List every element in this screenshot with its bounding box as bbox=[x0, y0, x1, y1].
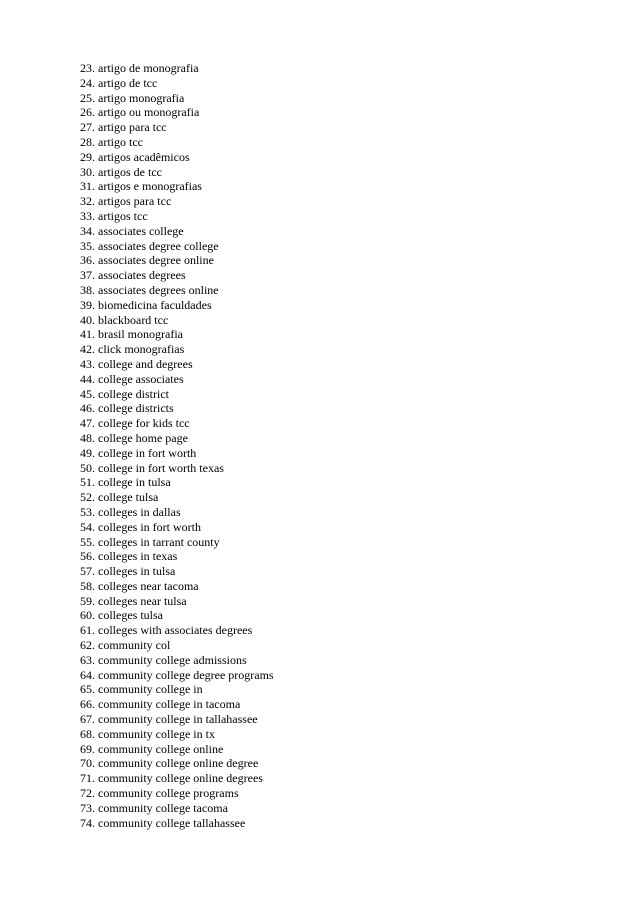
list-item: 34. associates college bbox=[80, 223, 184, 238]
list-item: 59. colleges near tulsa bbox=[80, 593, 187, 608]
list-item: 28. artigo tcc bbox=[80, 134, 143, 149]
list-item: 64. community college degree programs bbox=[80, 667, 274, 682]
list-item: 24. artigo de tcc bbox=[80, 75, 158, 90]
list-item: 27. artigo para tcc bbox=[80, 120, 167, 135]
list-item: 60. colleges tulsa bbox=[80, 608, 163, 623]
list-item: 62. community col bbox=[80, 638, 171, 653]
list-item: 25. artigo monografia bbox=[80, 90, 185, 105]
list-item: 49. college in fort worth bbox=[80, 445, 197, 460]
keyword-list bbox=[80, 61, 274, 830]
list-item: 35. associates degree college bbox=[80, 238, 219, 253]
list-item: 69. community college online bbox=[80, 741, 224, 756]
list-item: 39. biomedicina faculdades bbox=[80, 297, 212, 312]
list-item: 29. artigos acadêmicos bbox=[80, 149, 190, 164]
list-item: 43. college and degrees bbox=[80, 356, 193, 371]
list-item: 73. community college tacoma bbox=[80, 800, 228, 815]
list-item: 38. associates degrees online bbox=[80, 282, 219, 297]
list-item: 44. college associates bbox=[80, 371, 184, 386]
list-item: 50. college in fort worth texas bbox=[80, 460, 224, 475]
list-item: 65. community college in bbox=[80, 682, 203, 697]
list-item: 37. associates degrees bbox=[80, 268, 186, 283]
list-item: 54. colleges in fort worth bbox=[80, 519, 201, 534]
list-item: 61. colleges with associates degrees bbox=[80, 623, 253, 638]
list-item: 52. college tulsa bbox=[80, 490, 159, 505]
list-item: 71. community college online degrees bbox=[80, 771, 263, 786]
list-item: 70. community college online degree bbox=[80, 756, 259, 771]
list-item: 23. artigo de monografia bbox=[80, 61, 199, 75]
list-item: 41. brasil monografia bbox=[80, 327, 183, 342]
list-item: 36. associates degree online bbox=[80, 253, 214, 268]
list-item: 66. community college in tacoma bbox=[80, 697, 241, 712]
list-item: 32. artigos para tcc bbox=[80, 194, 172, 209]
list-item: 55. colleges in tarrant county bbox=[80, 534, 220, 549]
list-item: 31. artigos e monografias bbox=[80, 179, 202, 194]
list-item: 33. artigos tcc bbox=[80, 208, 148, 223]
list-item: 58. colleges near tacoma bbox=[80, 578, 199, 593]
list-item: 47. college for kids tcc bbox=[80, 416, 190, 431]
list-item: 63. community college admissions bbox=[80, 652, 247, 667]
list-item: 40. blackboard tcc bbox=[80, 312, 169, 327]
list-item: 67. community college in tallahassee bbox=[80, 712, 258, 727]
list-item: 51. college in tulsa bbox=[80, 475, 171, 490]
list-item: 26. artigo ou monografia bbox=[80, 105, 200, 120]
list-item: 53. colleges in dallas bbox=[80, 504, 181, 519]
list-item: 48. college home page bbox=[80, 430, 188, 445]
list-item: 72. community college programs bbox=[80, 786, 239, 801]
list-item: 57. colleges in tulsa bbox=[80, 564, 176, 579]
list-item: 74. community college tallahassee bbox=[80, 815, 246, 830]
list-item: 30. artigos de tcc bbox=[80, 164, 162, 179]
list-item: 42. click monografias bbox=[80, 342, 185, 357]
list-item: 46. college districts bbox=[80, 401, 174, 416]
list-item: 68. community college in tx bbox=[80, 726, 215, 741]
list-item: 56. colleges in texas bbox=[80, 549, 178, 564]
list-item: 45. college district bbox=[80, 386, 169, 401]
